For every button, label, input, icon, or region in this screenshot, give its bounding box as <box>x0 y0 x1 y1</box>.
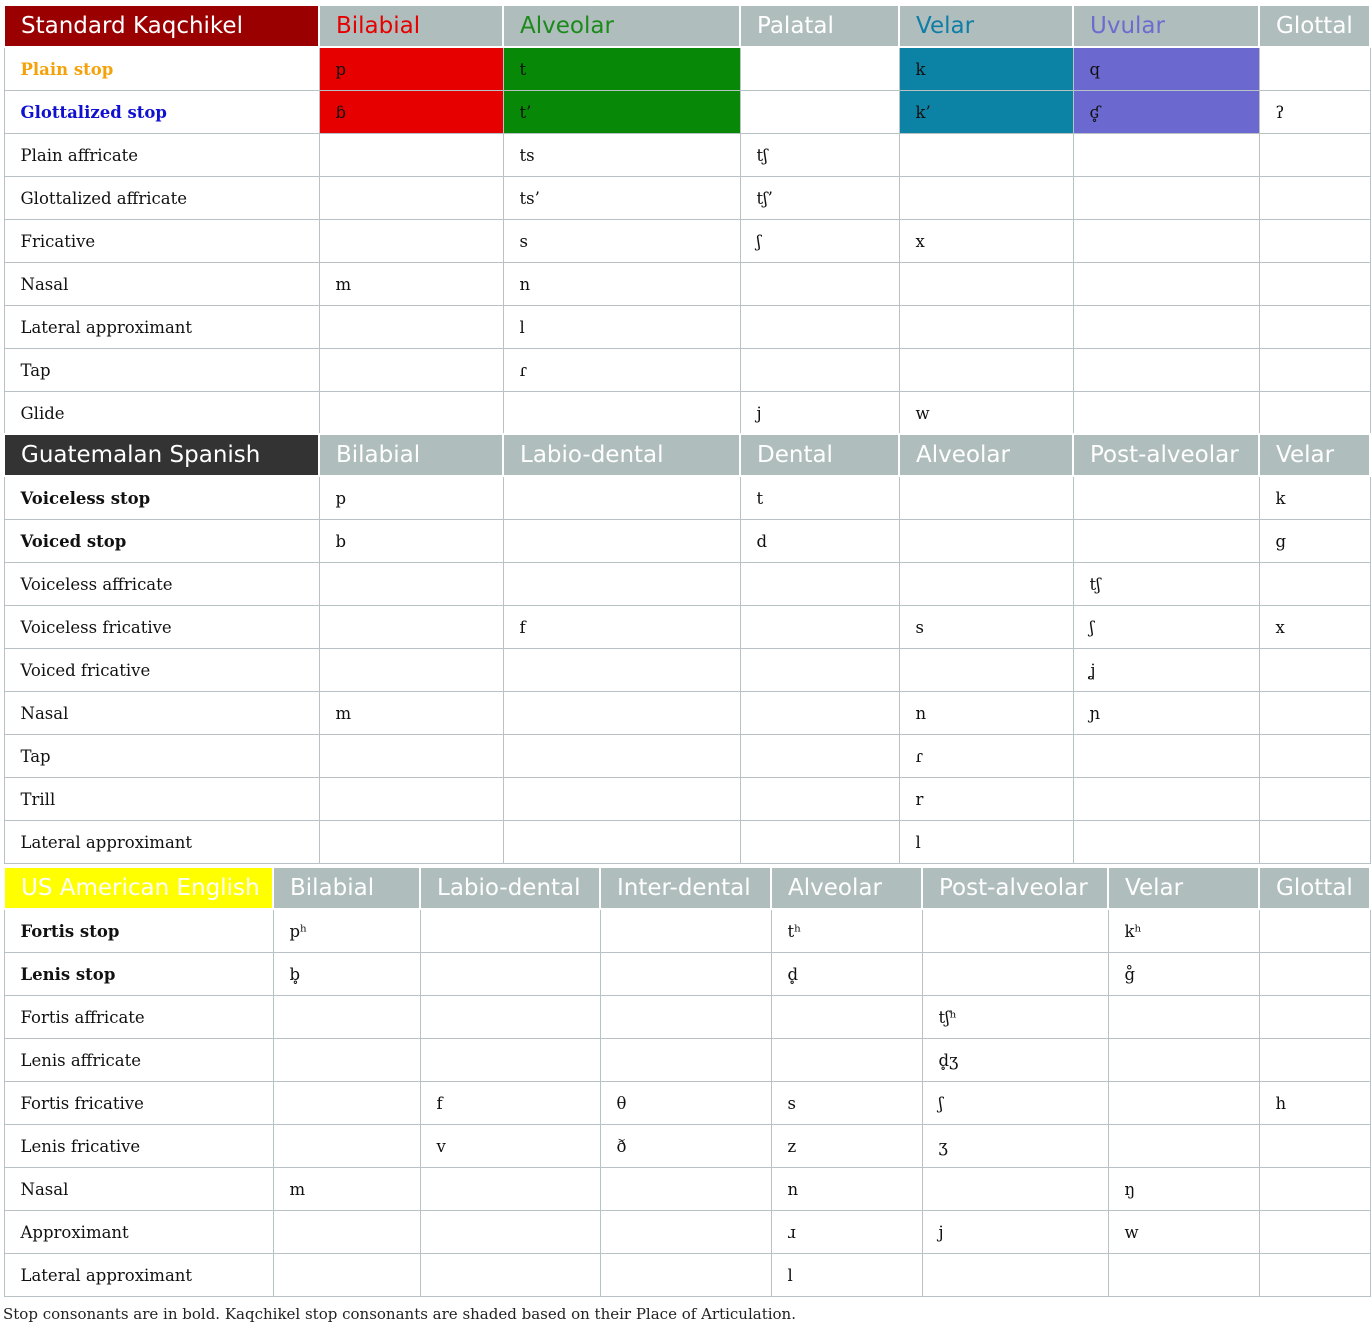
phoneme-cell: ʃ <box>1073 606 1259 649</box>
phoneme-cell: ŋ <box>1108 1168 1259 1211</box>
phoneme-cell <box>740 263 899 306</box>
phoneme-cell: x <box>1259 606 1370 649</box>
phoneme-cell <box>600 909 771 953</box>
phoneme-cell <box>740 692 899 735</box>
phoneme-cell <box>273 1082 420 1125</box>
table-row <box>4 821 1370 864</box>
phoneme-cell <box>1259 1039 1370 1082</box>
phoneme-cell <box>319 649 503 692</box>
phoneme-cell: ʔ <box>1259 91 1370 134</box>
phoneme-cell <box>420 1039 600 1082</box>
phoneme-cell <box>1073 778 1259 821</box>
phoneme-cell <box>1259 953 1370 996</box>
phoneme-cell <box>1108 1254 1259 1297</box>
phoneme-cell <box>740 47 899 91</box>
phoneme-cell <box>600 996 771 1039</box>
phoneme-cell: p <box>319 47 503 91</box>
table-row <box>4 606 1370 649</box>
phoneme-cell: ð <box>600 1125 771 1168</box>
column-header: Bilabial <box>319 5 503 47</box>
table-row <box>4 649 1370 692</box>
phoneme-cell: m <box>319 263 503 306</box>
row-label: Voiceless fricative <box>4 606 319 649</box>
table-row <box>4 778 1370 821</box>
row-label: Glottalized stop <box>4 91 319 134</box>
phoneme-cell: ʃ <box>922 1082 1108 1125</box>
phoneme-cell: s <box>503 220 740 263</box>
phoneme-cell: r <box>899 778 1073 821</box>
phoneme-cell: j <box>740 392 899 435</box>
phoneme-cell: tʃ <box>1073 563 1259 606</box>
phoneme-cell <box>899 520 1073 563</box>
phoneme-cell <box>899 563 1073 606</box>
column-header: Velar <box>1259 434 1370 476</box>
row-label: Approximant <box>4 1211 273 1254</box>
phoneme-cell <box>922 953 1108 996</box>
phoneme-cell <box>1073 476 1259 520</box>
phoneme-cell: ʝ <box>1073 649 1259 692</box>
phoneme-cell <box>503 649 740 692</box>
phoneme-cell <box>1259 735 1370 778</box>
phoneme-cell: g <box>1259 520 1370 563</box>
phoneme-cell <box>1259 263 1370 306</box>
phoneme-cell <box>420 1211 600 1254</box>
phoneme-cell: k’ <box>899 91 1073 134</box>
phoneme-cell: ʒ <box>922 1125 1108 1168</box>
table-row <box>4 177 1370 220</box>
phoneme-cell <box>319 306 503 349</box>
phoneme-cell <box>1259 1125 1370 1168</box>
table-row <box>4 1039 1370 1082</box>
column-header: Uvular <box>1073 5 1259 47</box>
phoneme-cell <box>503 520 740 563</box>
phoneme-cell: v <box>420 1125 600 1168</box>
phoneme-cell <box>740 821 899 864</box>
column-header: Alveolar <box>771 867 922 909</box>
phoneme-cell: j <box>922 1211 1108 1254</box>
phoneme-cell <box>740 778 899 821</box>
phoneme-cell: k <box>1259 476 1370 520</box>
phoneme-cell: l <box>503 306 740 349</box>
phoneme-cell <box>1259 996 1370 1039</box>
phoneme-cell <box>1259 563 1370 606</box>
table-row <box>4 953 1370 996</box>
column-header: Inter-dental <box>600 867 771 909</box>
header-row <box>4 5 1370 47</box>
phoneme-cell <box>771 996 922 1039</box>
phoneme-cell <box>899 306 1073 349</box>
phoneme-cell: b <box>319 520 503 563</box>
phoneme-cell <box>1073 349 1259 392</box>
column-header: Glottal <box>1259 867 1370 909</box>
phoneme-cell <box>1073 821 1259 864</box>
phoneme-cell <box>319 735 503 778</box>
phoneme-cell <box>503 735 740 778</box>
phoneme-cell <box>420 909 600 953</box>
row-label: Lateral approximant <box>4 1254 273 1297</box>
table-row <box>4 349 1370 392</box>
phoneme-cell: m <box>319 692 503 735</box>
column-header: Palatal <box>740 5 899 47</box>
phoneme-cell <box>1073 220 1259 263</box>
row-label: Nasal <box>4 263 319 306</box>
phoneme-cell <box>1073 520 1259 563</box>
phoneme-cell <box>899 177 1073 220</box>
phoneme-cell: h <box>1259 1082 1370 1125</box>
phoneme-cell: x <box>899 220 1073 263</box>
phoneme-cell <box>503 821 740 864</box>
phoneme-cell <box>273 1039 420 1082</box>
table-row <box>4 1082 1370 1125</box>
table-title: Standard Kaqchikel <box>4 5 319 47</box>
row-label: Lenis fricative <box>4 1125 273 1168</box>
phoneme-cell: s <box>771 1082 922 1125</box>
column-header: Velar <box>1108 867 1259 909</box>
phoneme-cell <box>1073 177 1259 220</box>
phoneme-cell <box>503 392 740 435</box>
phoneme-cell <box>503 563 740 606</box>
table-row <box>4 1254 1370 1297</box>
phoneme-cell <box>899 134 1073 177</box>
table-title: US American English <box>4 867 273 909</box>
phoneme-cell <box>319 563 503 606</box>
phoneme-cell: n <box>899 692 1073 735</box>
phoneme-cell: tʃ’ <box>740 177 899 220</box>
phoneme-cell <box>1259 47 1370 91</box>
row-label: Lateral approximant <box>4 306 319 349</box>
phoneme-cell: s <box>899 606 1073 649</box>
row-label: Nasal <box>4 692 319 735</box>
phoneme-cell: ts’ <box>503 177 740 220</box>
phoneme-cell <box>273 1125 420 1168</box>
phoneme-cell: l <box>899 821 1073 864</box>
phoneme-cell: ts <box>503 134 740 177</box>
phoneme-cell: θ <box>600 1082 771 1125</box>
table-row <box>4 392 1370 435</box>
phoneme-cell <box>273 1211 420 1254</box>
phoneme-cell <box>1259 909 1370 953</box>
phoneme-cell: n <box>503 263 740 306</box>
phoneme-cell <box>1108 1082 1259 1125</box>
row-label: Tap <box>4 349 319 392</box>
phoneme-cell: t <box>740 476 899 520</box>
phoneme-cell: ɹ <box>771 1211 922 1254</box>
phoneme-cell <box>740 306 899 349</box>
phoneme-cell <box>1259 349 1370 392</box>
phoneme-cell <box>420 1254 600 1297</box>
phoneme-cell <box>319 220 503 263</box>
column-header: Dental <box>740 434 899 476</box>
table-row <box>4 476 1370 520</box>
table-row <box>4 1125 1370 1168</box>
phoneme-cell <box>1259 1211 1370 1254</box>
phoneme-cell <box>1108 996 1259 1039</box>
row-label: Fortis fricative <box>4 1082 273 1125</box>
phoneme-cell: tʰ <box>771 909 922 953</box>
table-row <box>4 220 1370 263</box>
row-label: Glide <box>4 392 319 435</box>
column-header: Post-alveolar <box>922 867 1108 909</box>
phoneme-cell: z <box>771 1125 922 1168</box>
phoneme-cell <box>503 778 740 821</box>
phoneme-cell: t <box>503 47 740 91</box>
table-row <box>4 1168 1370 1211</box>
table-title: Guatemalan Spanish <box>4 434 319 476</box>
phoneme-cell <box>740 91 899 134</box>
phoneme-cell <box>600 1039 771 1082</box>
phoneme-cell <box>1073 134 1259 177</box>
table-row <box>4 1211 1370 1254</box>
phoneme-cell <box>600 1168 771 1211</box>
phoneme-cell <box>1259 392 1370 435</box>
column-header: Glottal <box>1259 5 1370 47</box>
row-label: Trill <box>4 778 319 821</box>
column-header: Alveolar <box>899 434 1073 476</box>
phoneme-cell: w <box>899 392 1073 435</box>
table-row <box>4 996 1370 1039</box>
phoneme-cell <box>600 953 771 996</box>
phoneme-cell: pʰ <box>273 909 420 953</box>
row-label: Lenis affricate <box>4 1039 273 1082</box>
phoneme-cell <box>740 606 899 649</box>
table-row <box>4 47 1370 91</box>
phoneme-cell <box>319 177 503 220</box>
table-row <box>4 563 1370 606</box>
phoneme-cell <box>899 476 1073 520</box>
row-label: Lateral approximant <box>4 821 319 864</box>
column-header: Velar <box>899 5 1073 47</box>
phoneme-cell <box>740 349 899 392</box>
phoneme-cell <box>319 606 503 649</box>
phoneme-cell: d̥ʒ <box>922 1039 1108 1082</box>
phoneme-cell: q <box>1073 47 1259 91</box>
phoneme-cell <box>273 1254 420 1297</box>
spanish-consonant-table <box>3 433 1371 864</box>
row-label: Plain stop <box>4 47 319 91</box>
phoneme-cell <box>420 953 600 996</box>
row-label: Glottalized affricate <box>4 177 319 220</box>
phoneme-cell: kʰ <box>1108 909 1259 953</box>
phoneme-cell <box>273 996 420 1039</box>
phoneme-cell <box>319 392 503 435</box>
phoneme-cell <box>319 821 503 864</box>
phoneme-cell <box>1259 821 1370 864</box>
phoneme-cell <box>771 1039 922 1082</box>
table-row <box>4 735 1370 778</box>
phoneme-cell <box>420 1168 600 1211</box>
phoneme-cell <box>600 1211 771 1254</box>
phoneme-cell <box>899 349 1073 392</box>
phoneme-cell: n <box>771 1168 922 1211</box>
phoneme-cell: f <box>420 1082 600 1125</box>
phoneme-cell <box>1073 735 1259 778</box>
table-row <box>4 520 1370 563</box>
row-label: Voiced fricative <box>4 649 319 692</box>
phoneme-cell <box>503 476 740 520</box>
column-header: Labio-dental <box>420 867 600 909</box>
row-label: Fortis stop <box>4 909 273 953</box>
row-label: Voiceless affricate <box>4 563 319 606</box>
phoneme-cell <box>922 1254 1108 1297</box>
column-header: Labio-dental <box>503 434 740 476</box>
column-header: Alveolar <box>503 5 740 47</box>
phoneme-cell: tʃ <box>740 134 899 177</box>
column-header: Bilabial <box>273 867 420 909</box>
row-label: Fricative <box>4 220 319 263</box>
table-row <box>4 263 1370 306</box>
table-row <box>4 692 1370 735</box>
phoneme-cell <box>922 1168 1108 1211</box>
phoneme-cell: l <box>771 1254 922 1297</box>
row-label: Plain affricate <box>4 134 319 177</box>
phoneme-cell: ɾ <box>503 349 740 392</box>
phoneme-cell: ɲ <box>1073 692 1259 735</box>
phoneme-cell <box>1259 306 1370 349</box>
phoneme-cell: b̥ <box>273 953 420 996</box>
row-label: Nasal <box>4 1168 273 1211</box>
phoneme-cell: t’ <box>503 91 740 134</box>
header-row <box>4 867 1370 909</box>
table-row <box>4 91 1370 134</box>
phoneme-cell <box>1108 1039 1259 1082</box>
table-row <box>4 909 1370 953</box>
table-row <box>4 134 1370 177</box>
phoneme-cell <box>899 649 1073 692</box>
table-row <box>4 306 1370 349</box>
phoneme-cell: f <box>503 606 740 649</box>
row-label: Tap <box>4 735 319 778</box>
phoneme-cell <box>503 692 740 735</box>
phoneme-cell <box>1259 649 1370 692</box>
phoneme-cell <box>899 263 1073 306</box>
row-label: Voiceless stop <box>4 476 319 520</box>
phoneme-cell <box>740 563 899 606</box>
phoneme-cell <box>1259 134 1370 177</box>
phoneme-cell <box>420 996 600 1039</box>
phoneme-cell <box>1073 392 1259 435</box>
phoneme-cell <box>319 778 503 821</box>
phoneme-cell: d̥ <box>771 953 922 996</box>
row-label: Voiced stop <box>4 520 319 563</box>
phoneme-cell: ɾ <box>899 735 1073 778</box>
phoneme-cell <box>1073 306 1259 349</box>
phoneme-cell: g̊ <box>1108 953 1259 996</box>
phoneme-cell <box>740 735 899 778</box>
table-caption: Stop consonants are in bold. Kaqchikel stop consonants are shaded based on their Place of Articulation. <box>3 1305 796 1323</box>
phoneme-cell <box>1259 1168 1370 1211</box>
phoneme-cell <box>1259 1254 1370 1297</box>
phoneme-cell <box>1259 177 1370 220</box>
phoneme-cell <box>319 349 503 392</box>
phoneme-cell <box>1259 778 1370 821</box>
phoneme-cell <box>740 649 899 692</box>
phoneme-cell: ɓ <box>319 91 503 134</box>
phoneme-cell: k <box>899 47 1073 91</box>
kaqchikel-consonant-table <box>3 4 1371 435</box>
phoneme-cell: ʃ <box>740 220 899 263</box>
header-row <box>4 434 1370 476</box>
row-label: Lenis stop <box>4 953 273 996</box>
phoneme-cell: w <box>1108 1211 1259 1254</box>
phoneme-cell: d <box>740 520 899 563</box>
phoneme-cell <box>1259 692 1370 735</box>
phoneme-cell <box>922 909 1108 953</box>
column-header: Post-alveolar <box>1073 434 1259 476</box>
phoneme-cell: m <box>273 1168 420 1211</box>
phoneme-cell: tʃʰ <box>922 996 1108 1039</box>
phoneme-cell: p <box>319 476 503 520</box>
phoneme-cell <box>600 1254 771 1297</box>
phoneme-cell <box>1073 263 1259 306</box>
row-label: Fortis affricate <box>4 996 273 1039</box>
phoneme-cell <box>319 134 503 177</box>
phoneme-cell <box>1108 1125 1259 1168</box>
english-consonant-table <box>3 866 1371 1297</box>
column-header: Bilabial <box>319 434 503 476</box>
phoneme-cell <box>1259 220 1370 263</box>
phoneme-cell: ʛ̥ <box>1073 91 1259 134</box>
